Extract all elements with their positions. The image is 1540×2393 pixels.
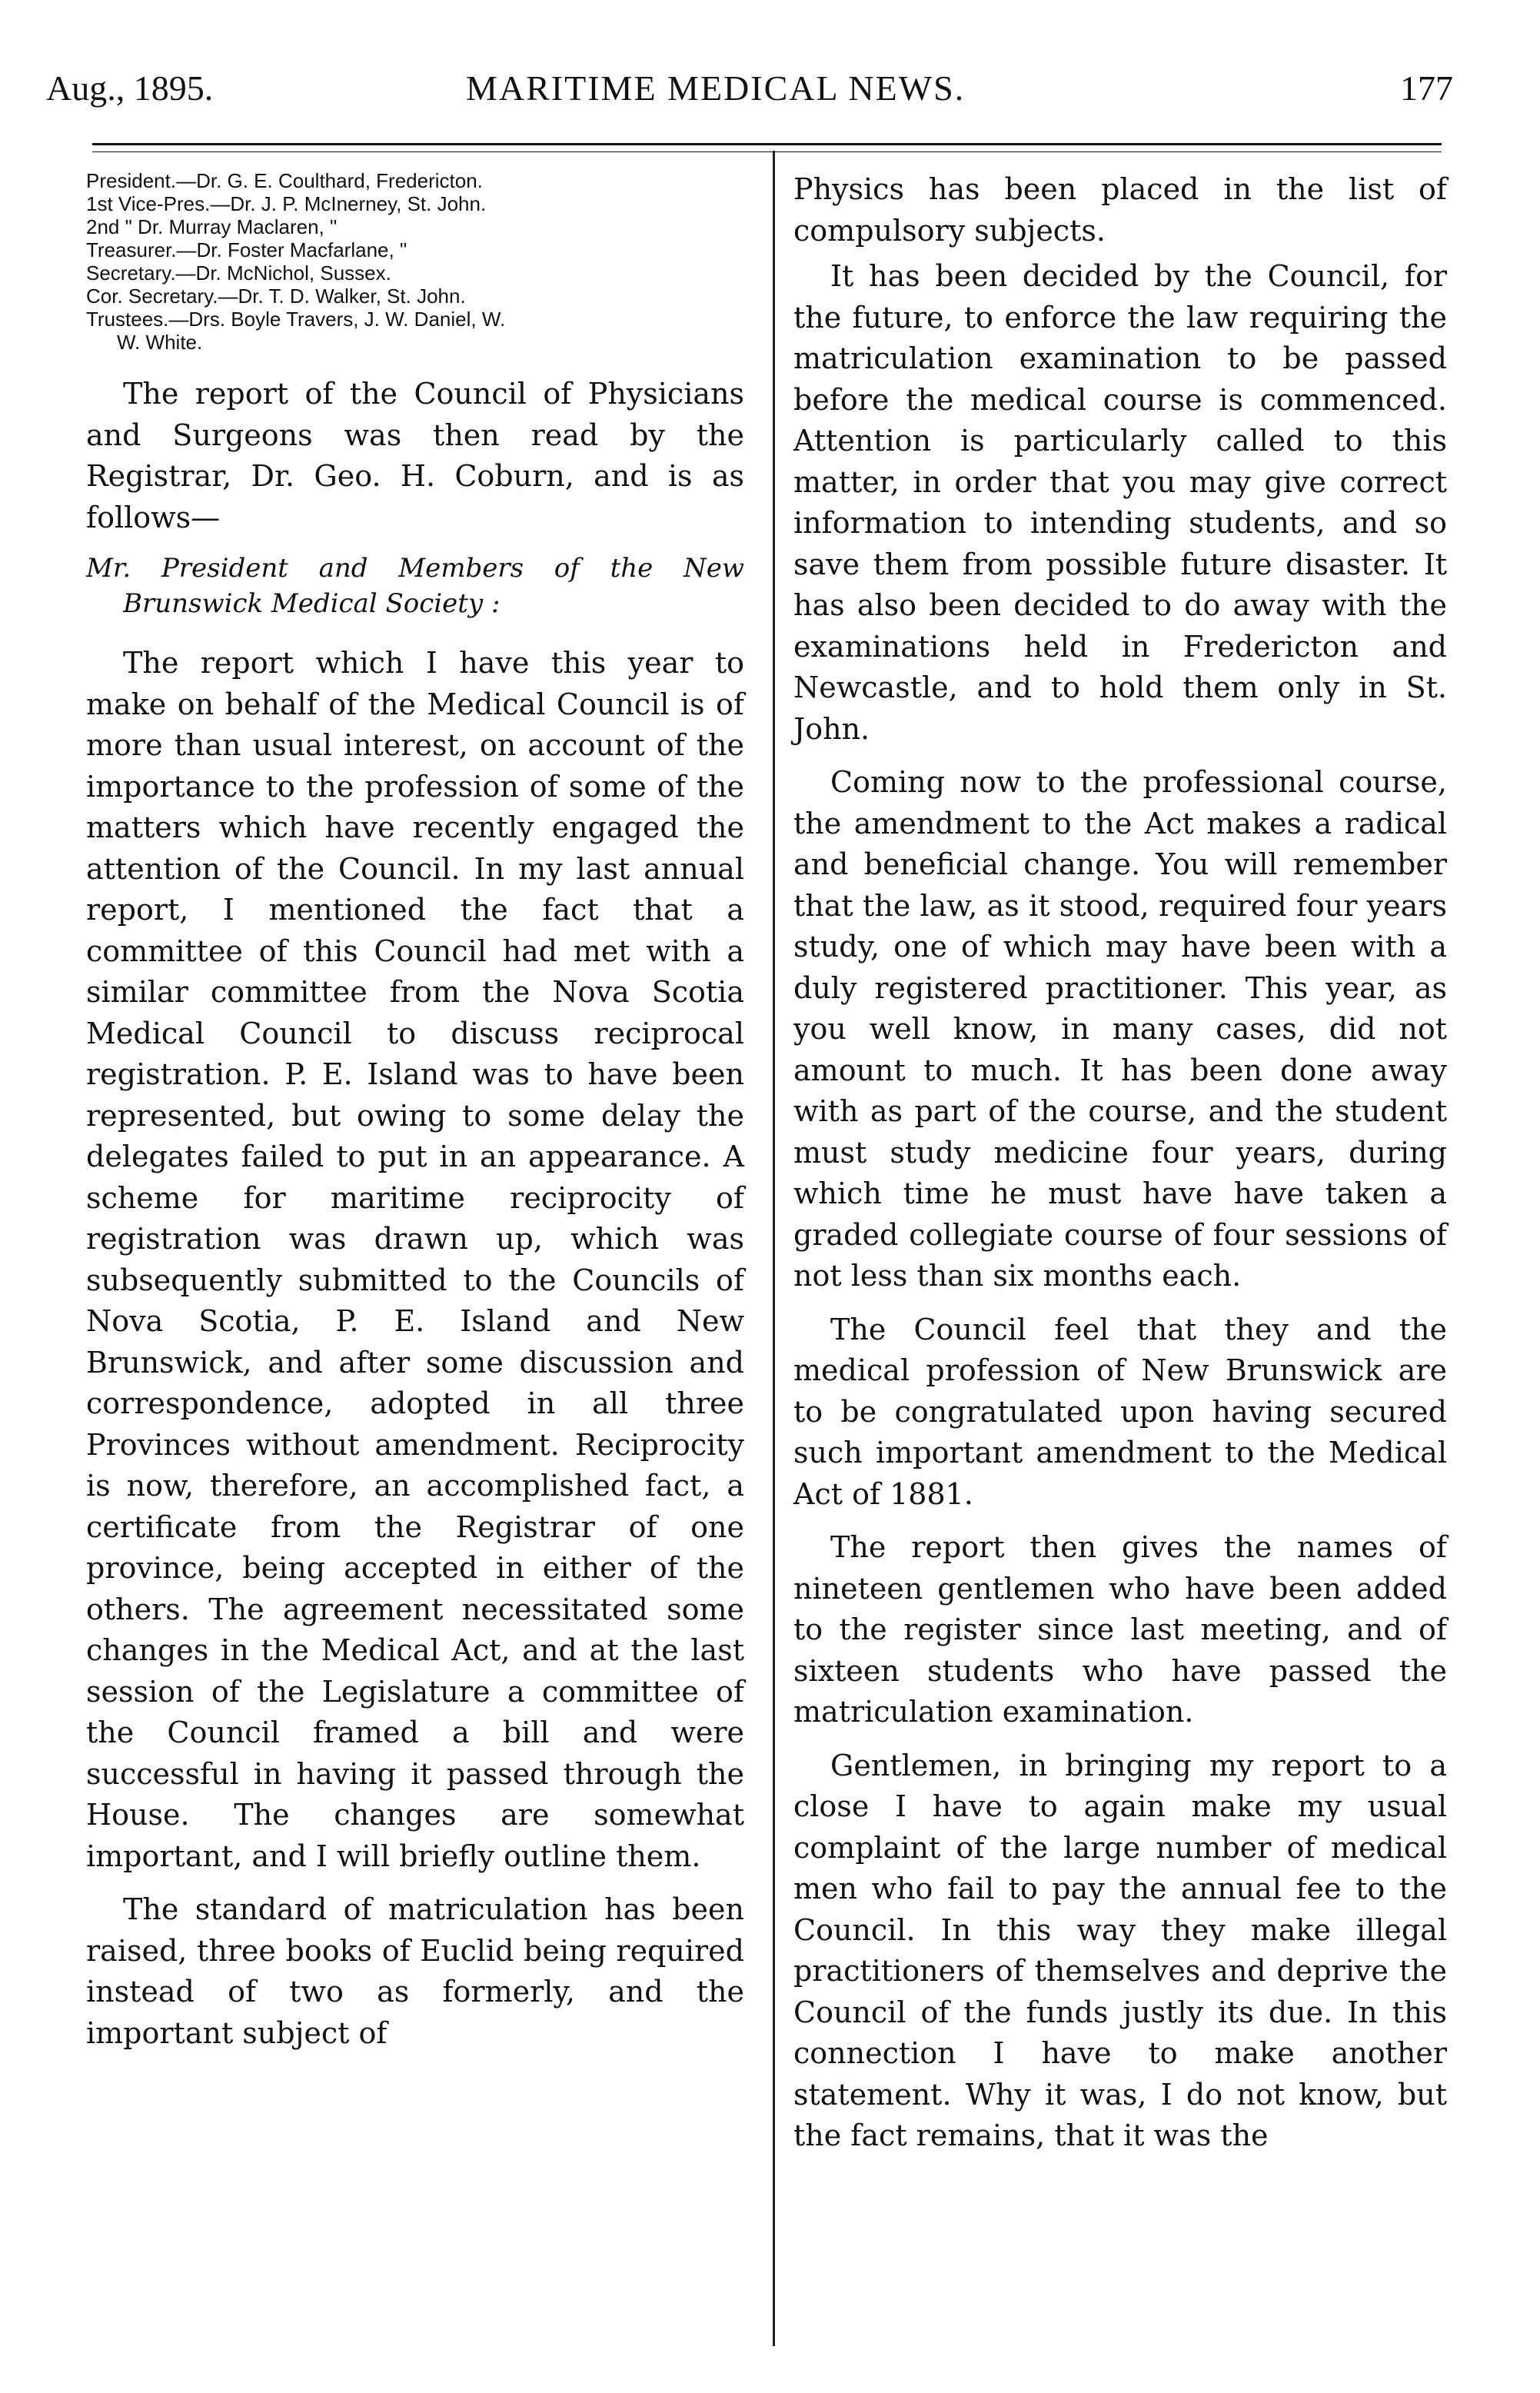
officer-treasurer: Treasurer.—Dr. Foster Macfarlane, " — [86, 238, 407, 261]
intro-paragraph: The report of the Council of Physicians and Surgeons was then read by the Registrar, Dr. Geo. H. Coburn, and is as follows— — [86, 377, 744, 534]
officer-cor-secretary: Cor. Secretary.—Dr. T. D. Walker, St. John. — [86, 285, 466, 308]
salutation: Mr. President and Members of the New Brunswick Medical Society : — [86, 553, 744, 619]
officer-president: President.—Dr. G. E. Coulthard, Fredericton. — [86, 169, 483, 192]
journal-title: MARITIME MEDICAL NEWS. — [466, 68, 966, 108]
register-names-paragraph: The report then gives the names of nineteen gentlemen who have been added to the register since last meeting, and of sixteen students who have passed the matriculation examination. — [793, 1530, 1447, 1729]
officers-list — [86, 169, 744, 354]
officer-trustees: Trustees.—Drs. Boyle Travers, J. W. Daniel, W. — [86, 308, 506, 331]
officer-first-vice-president: 1st Vice-Pres.—Dr. J. P. McInerney, St. John. — [86, 192, 487, 215]
professional-course-paragraph: Coming now to the professional course, the amendment to the Act makes a radical and beneficial change. You will remember that the law, as it stood, required four years study, one of which may have been with a duly registered practitioner. This year, as you well know, in many cases, did not amount to much. It has been done away with as part of the course, and the student must study medicine four years, during which time he must have have taken a graded collegiate course of four sessions of not less than six months each. — [793, 765, 1447, 1293]
annual-fee-paragraph: Gentlemen, in bringing my report to a close I have to again make my usual complaint of the large number of medical men who fail to pay the annual fee to the Council. In this way they make illegal practitioners of themselves and deprive the Council of the funds justly its due. In this connection I have to make another statement. Why it was, I do not know, but the fact remains, that it was the — [793, 1748, 1447, 2152]
issue-date: Aug., 1895. — [46, 68, 214, 108]
header-rule — [92, 143, 1442, 152]
congratulation-paragraph: The Council feel that they and the medical profession of New Brunswick are to be congratulated upon having secured such important amendment to the Medical Act of 1881. — [793, 1312, 1447, 1511]
report-paragraph: The report which I have this year to make on behalf of the Medical Council is of more than usual interest, on account of the importance to the profession of some of the matters which have recently engaged the attention of the Council. In my last annual report, I mentioned the fact that a committee of this Council had met with a similar committee from the Nova Scotia Medical Council to discuss reciprocal registration. P. E. Island was to have been represented, but owing to some delay the delegates failed to put in an appearance. A scheme for maritime reciprocity of registration was drawn up, which was subsequently submitted to the Councils of Nova Scotia, P. E. Island and New Brunswick, and after some discussion and correspondence, adopted in all three Provinces without amendment. Reciprocity is now, therefore, an accomplished fact, a certificate from the Registrar of one province, being accepted in either of the others. The agreement necessitated some changes in the Medical Act, and at the last session of the Legislature a committee of the Council framed a bill and were successful in having it passed through the House. The changes are somewhat important, and I will briefly outline them. — [86, 646, 744, 1873]
right-column — [793, 169, 1447, 2162]
matriculation-paragraph: The standard of matriculation has been raised, three books of Euclid being required instead of two as formerly, and the important subject of — [86, 1892, 744, 2050]
officer-second-vice-president: 2nd " Dr. Murray Maclaren, " — [86, 215, 338, 238]
officer-secretary: Secretary.—Dr. McNichol, Sussex. — [86, 261, 391, 285]
running-head — [46, 68, 1453, 123]
page-number: 177 — [1400, 68, 1453, 108]
physics-paragraph: Physics has been placed in the list of compulsory subjects. — [793, 172, 1447, 248]
column-divider — [773, 151, 775, 2346]
officer-trustees-cont: W. White. — [117, 331, 203, 354]
left-column — [86, 169, 744, 2059]
matriculation-exam-paragraph: It has been decided by the Council, for the future, to enforce the law requiring the matriculation examination to be passed before the medical course is commenced. Attention is particularly called to this matter, in order that you may give correct information to intending students, and so save them from possible future disaster. It has also been decided to do away with the examinations held in Fredericton and Newcastle, and to hold them only in St. John. — [793, 259, 1447, 746]
